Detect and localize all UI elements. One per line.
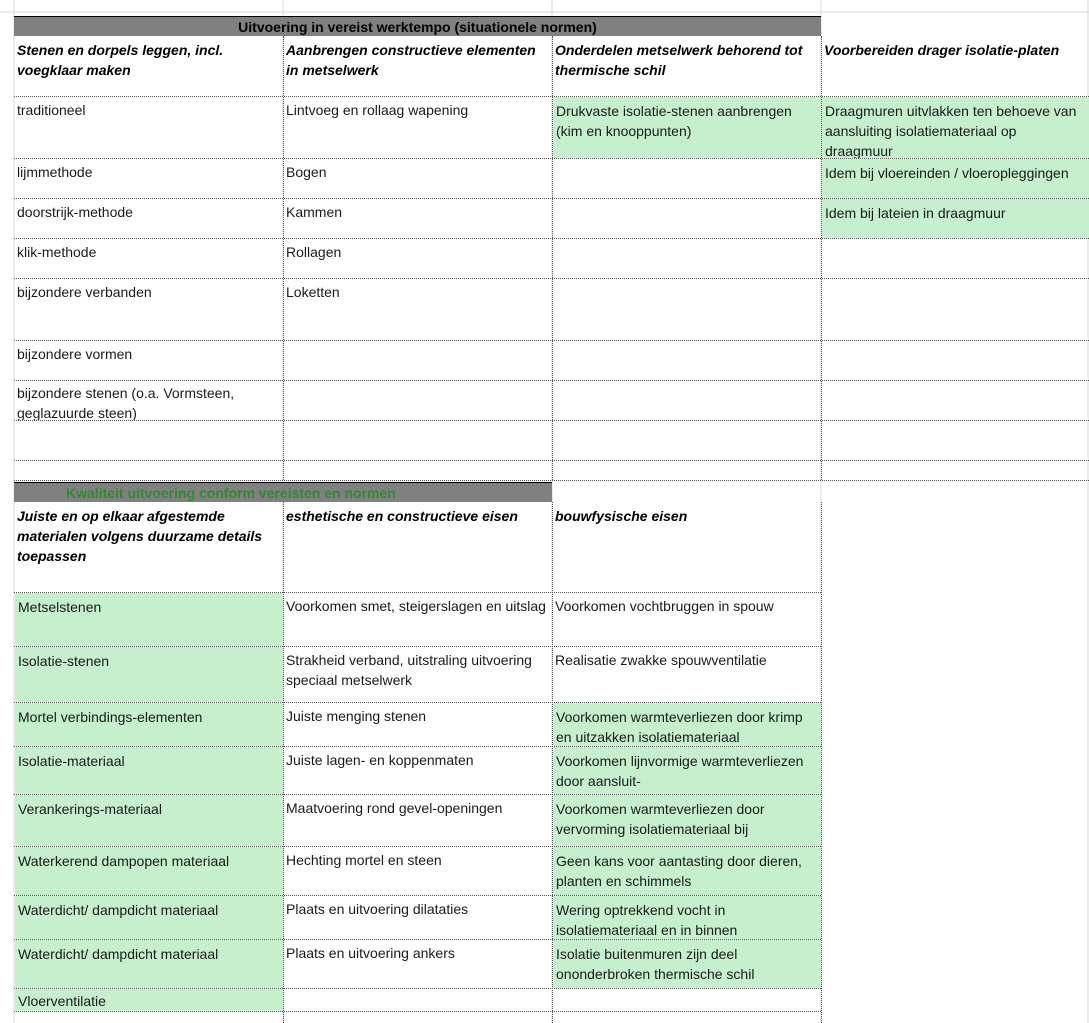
s2-cell[interactable]: Juiste menging stenen [286, 708, 427, 724]
section2-title-bar [14, 482, 552, 502]
s2-cell[interactable]: Isolatie-materiaal [15, 747, 283, 794]
grid-line [14, 939, 821, 940]
grid-line [821, 36, 822, 480]
s2-cell[interactable]: Juiste lagen- en koppenmaten [286, 752, 474, 768]
s2-cell[interactable] [552, 988, 821, 1011]
s2-cell[interactable] [283, 988, 552, 1011]
section2-header-1[interactable]: Juiste en op elkaar afgestemde materialen volgens duurzame details toepassen [17, 508, 263, 564]
s2-cell[interactable]: Hechting mortel en steen [286, 852, 442, 868]
s1-cell[interactable]: traditioneel [17, 102, 86, 118]
grid-line [14, 846, 821, 847]
grid-line [14, 702, 821, 703]
s1-cell[interactable]: bijzondere vormen [17, 346, 133, 362]
s1-cell[interactable] [821, 340, 1089, 380]
s2-cell[interactable]: Mortel verbindings-elementen [15, 703, 283, 746]
grid-line [14, 988, 821, 989]
s1-cell[interactable]: Lintvoeg en rollaag wapening [286, 102, 469, 118]
s1-cell[interactable]: lijmmethode [17, 164, 93, 180]
s1-cell[interactable]: bijzondere verbanden [17, 284, 152, 300]
s1-cell[interactable] [821, 238, 1089, 278]
section1-header-2[interactable]: Aanbrengen constructieve elementen in metselwerk [286, 42, 536, 78]
grid-line [14, 592, 821, 593]
grid-line [552, 36, 553, 480]
grid-line [283, 502, 284, 1023]
s1-cell[interactable] [552, 158, 821, 198]
s1-cell[interactable] [552, 340, 821, 380]
section1-header-1[interactable]: Stenen en dorpels leggen, incl. voegklaar maken [17, 42, 224, 78]
s2-cell[interactable]: Isolatie-stenen [15, 647, 283, 702]
s2-cell[interactable]: Verankerings-materiaal [15, 795, 283, 846]
s2-cell[interactable]: Isolatie buitenmuren zijn deel ononderbroken thermische schil [553, 940, 821, 988]
section2-header-2[interactable]: esthetische en constructieve eisen [286, 508, 518, 524]
s1-cell[interactable] [552, 380, 821, 420]
grid-line [14, 895, 821, 896]
s1-cell[interactable]: Idem bij lateien in draagmuur [822, 199, 1089, 238]
s2-cell[interactable]: Vloerventilatie [15, 989, 283, 1011]
grid-line [14, 794, 821, 795]
s1-cell[interactable] [552, 278, 821, 340]
s2-cell[interactable]: Voorkomen warmteverliezen door krimp en uitzakken isolatiemateriaal [553, 703, 821, 746]
section2-header-3[interactable]: bouwfysische eisen [555, 508, 688, 524]
s1-cell[interactable]: Kammen [286, 204, 343, 220]
s1-cell[interactable]: klik-methode [17, 244, 97, 260]
s2-cell[interactable]: Waterkerend dampopen materiaal [15, 847, 283, 895]
section1-header-3[interactable]: Onderdelen metselwerk behorend tot thermische schil [555, 42, 803, 78]
s1-cell[interactable] [283, 380, 552, 420]
s2-cell[interactable]: Voorkomen warmteverliezen door vervorming isolatiemateriaal bij [553, 795, 821, 846]
grid-line [14, 1011, 821, 1012]
grid-line [14, 746, 821, 747]
s2-cell[interactable]: Voorkomen lijnvormige warmteverliezen door aansluit- [553, 747, 821, 794]
s1-cell[interactable]: Drukvaste isolatie-stenen aanbrengen (kim en knooppunten) [553, 97, 821, 158]
s2-cell[interactable]: Maatvoering rond gevel-openingen [286, 800, 503, 816]
section1-title-bar [14, 16, 821, 36]
s1-cell[interactable]: Bogen [286, 164, 327, 180]
s1-cell[interactable]: Draagmuren uitvlakken ten behoeve van aansluiting isolatiemateriaal op draagmuur [822, 97, 1089, 158]
s1-cell[interactable]: Idem bij vloereinden / vloeropleggingen [822, 159, 1089, 198]
s1-cell[interactable]: Loketten [286, 284, 340, 300]
s2-cell[interactable]: Geen kans voor aantasting door dieren, planten en schimmels [553, 847, 821, 895]
s1-cell[interactable]: doorstrijk-methode [17, 204, 133, 220]
grid-line [14, 646, 821, 647]
grid-line [552, 502, 553, 1023]
s2-cell[interactable]: Wering optrekkend vocht in isolatiemateriaal en in binnen [553, 896, 821, 939]
s2-cell[interactable]: Strakheid verband, uitstraling uitvoering speciaal metselwerk [286, 652, 532, 688]
s2-cell[interactable]: Realisatie zwakke spouwventilatie [555, 652, 767, 668]
s2-cell[interactable]: Metselstenen [15, 593, 283, 646]
s2-cell[interactable]: Voorkomen smet, steigerslagen en uitslag [286, 598, 546, 614]
s2-cell[interactable]: Plaats en uitvoering dilataties [286, 901, 469, 917]
s2-cell[interactable]: Voorkomen vochtbruggen in spouw [555, 598, 774, 614]
s2-cell[interactable]: Plaats en uitvoering ankers [286, 945, 455, 961]
s2-cell[interactable]: Waterdicht/ dampdicht materiaal [15, 940, 283, 988]
s1-cell[interactable] [552, 198, 821, 238]
s2-cell[interactable]: Waterdicht/ dampdicht materiaal [15, 896, 283, 939]
s1-cell[interactable] [821, 380, 1089, 420]
grid-line [821, 502, 822, 1023]
section1-header-4[interactable]: Voorbereiden drager isolatie-platen [824, 42, 1060, 58]
s1-cell[interactable] [821, 278, 1089, 340]
s1-cell[interactable] [283, 340, 552, 380]
grid-line [14, 480, 1089, 481]
s1-cell[interactable]: Rollagen [286, 244, 342, 260]
s1-cell[interactable] [552, 238, 821, 278]
section2-title: Kwaliteit uitvoering conform vereisten en normen [66, 485, 396, 501]
grid-line [283, 36, 284, 480]
s1-cell[interactable]: bijzondere stenen (o.a. Vormsteen, geglazuurde steen) [17, 385, 235, 420]
section1-title: Uitvoering in vereist werktempo (situationele normen) [238, 19, 597, 35]
